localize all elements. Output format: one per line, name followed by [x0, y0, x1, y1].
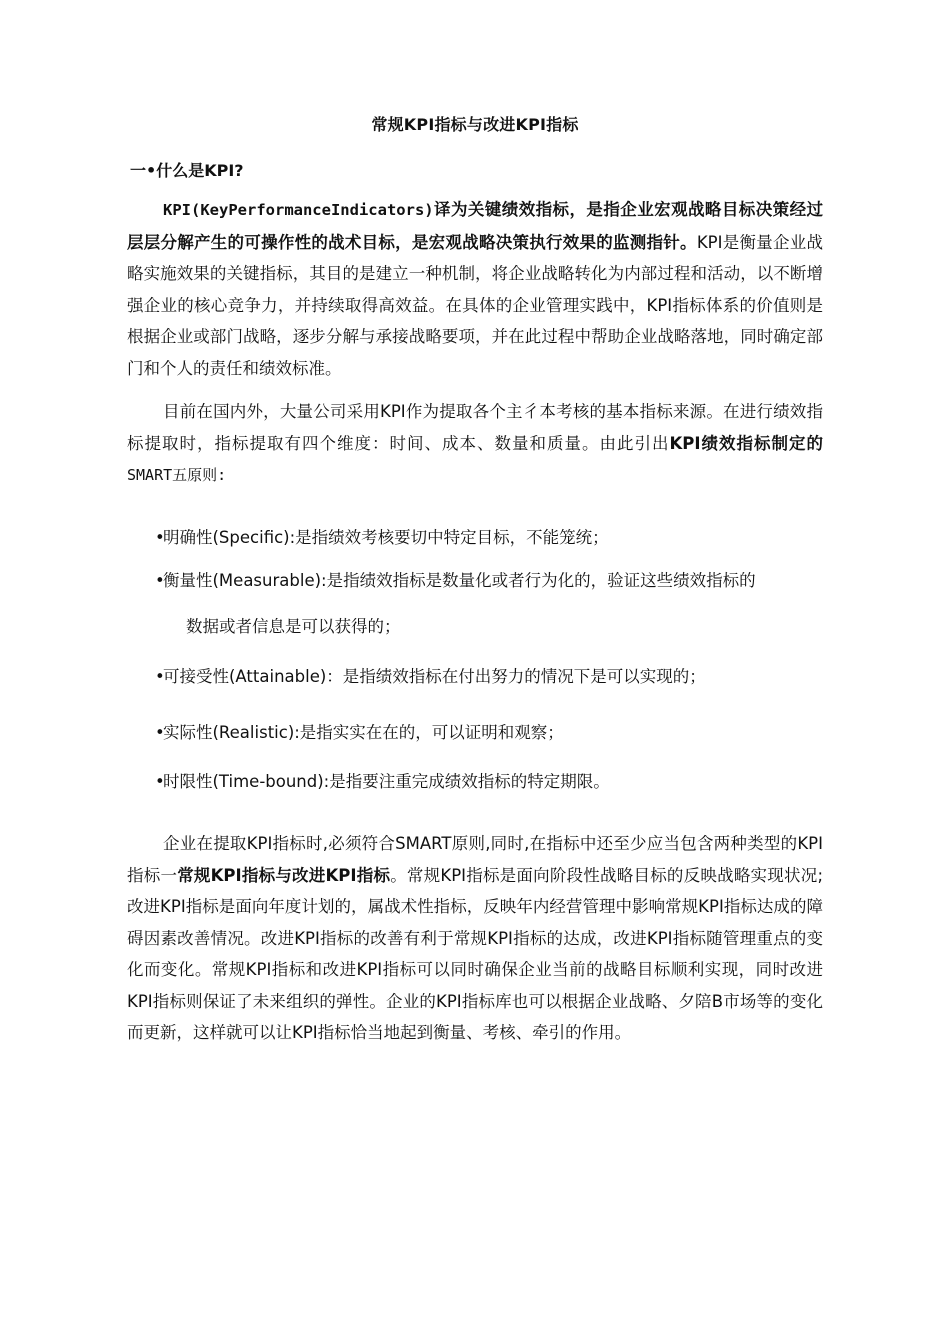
bullet-specific: 明确性(Specific):是指绩效考核要切中特定目标，不能笼统； — [163, 528, 609, 547]
kpi-term: KPI(KeyPerformanceIndicators) — [163, 201, 434, 219]
paragraph-kpi-types — [127, 828, 823, 1049]
smart-intro-text: 目前在国内外，大量公司采用KPI作为提取各个主彳本考核的基本指标来源。在进行绩效指标提取时，指标提取有四个维度：时间、成本、数量和质量。由此引出 — [127, 402, 823, 453]
bullet-icon: • — [155, 528, 165, 547]
bullet-time-bound: 时限性(Time-bound):是指要注重完成绩效指标的特定期限。 — [163, 772, 610, 791]
bullet-icon: • — [155, 667, 165, 686]
smart-intro-mono: SMART五原则: — [127, 466, 227, 484]
smart-intro-bold: KPI绩效指标制定的 — [669, 433, 823, 453]
bullet-icon: • — [155, 723, 165, 742]
kpi-definition-text: KPI是衡量企业战略实施效果的关键指标，其目的是建立一种机制，将企业战略转化为内部过程和活动，以不断增强企业的核心竞争力，并持续取得高效益。在具体的企业管理实践中，KPI指标体系的价值则是根据企业或部门战略，逐步分解与承接战略要项，并在此过程中帮助企业战略落地，同时确定部门和个人的责任和绩效标准。 — [127, 232, 824, 378]
paragraph-kpi-definition — [127, 194, 823, 384]
list-item — [155, 662, 823, 692]
list-item — [155, 523, 823, 553]
list-item — [155, 566, 823, 596]
kpi-definition-bold: 译为关键绩效指标，是指企业宏观战略目标决策经过层层分解产生的可操作性的战术目标，是宏观战略决策执行效果的监测指针。 — [127, 200, 823, 252]
list-item — [155, 718, 823, 748]
list-item — [155, 767, 823, 797]
bullet-icon: • — [155, 772, 165, 791]
section-heading: 一•什么是KPI? — [130, 161, 244, 180]
bullet-measurable: 衡量性(Measurable):是指绩效指标是数量化或者行为化的，验证这些绩效指标的 — [163, 571, 756, 590]
bullet-icon: • — [155, 571, 165, 590]
bullet-realistic: 实际性(Realistic):是指实实在在的，可以证明和观察； — [163, 723, 564, 742]
kpi-types-bold: 常规KPI指标与改进KPI指标 — [177, 865, 391, 885]
bullet-attainable: 可接受性(Attainable)：是指绩效指标在付出努力的情况下是可以实现的； — [163, 667, 706, 686]
bullet-measurable-continued: 数据或者信息是可以获得的； — [186, 617, 401, 636]
kpi-types-rest: 。常规KPI指标是面向阶段性战略目标的反映战略实现状况;改进KPI指标是面向年度计划的，属战术性指标，反映年内经营管理中影响常规KPI指标达成的障碍因素改善情况。改进KPI指标的改善有利于常规KPI指标的达成，改进KPI指标随管理重点的变化而变化。常规KPI指标和改进KPI指标可以同时确保企业当前的战略目标顺利实现，同时改进KPI指标则保证了未来组织的弹性。企业的KPI指标库也可以根据企业战略、夕陪B市场等的变化而更新，这样就可以让KPI指标恰当地起到衡量、考核、牵引的作用。 — [127, 865, 824, 1042]
page-title: 常规KPI指标与改进KPI指标 — [371, 115, 579, 134]
paragraph-smart-intro — [127, 396, 823, 492]
kpi-types-text: 企业在提取KPI指标时,必须符合SMART原则,同时,在指标中还至少应当包含两种类型的KPI指标一 — [127, 834, 823, 885]
